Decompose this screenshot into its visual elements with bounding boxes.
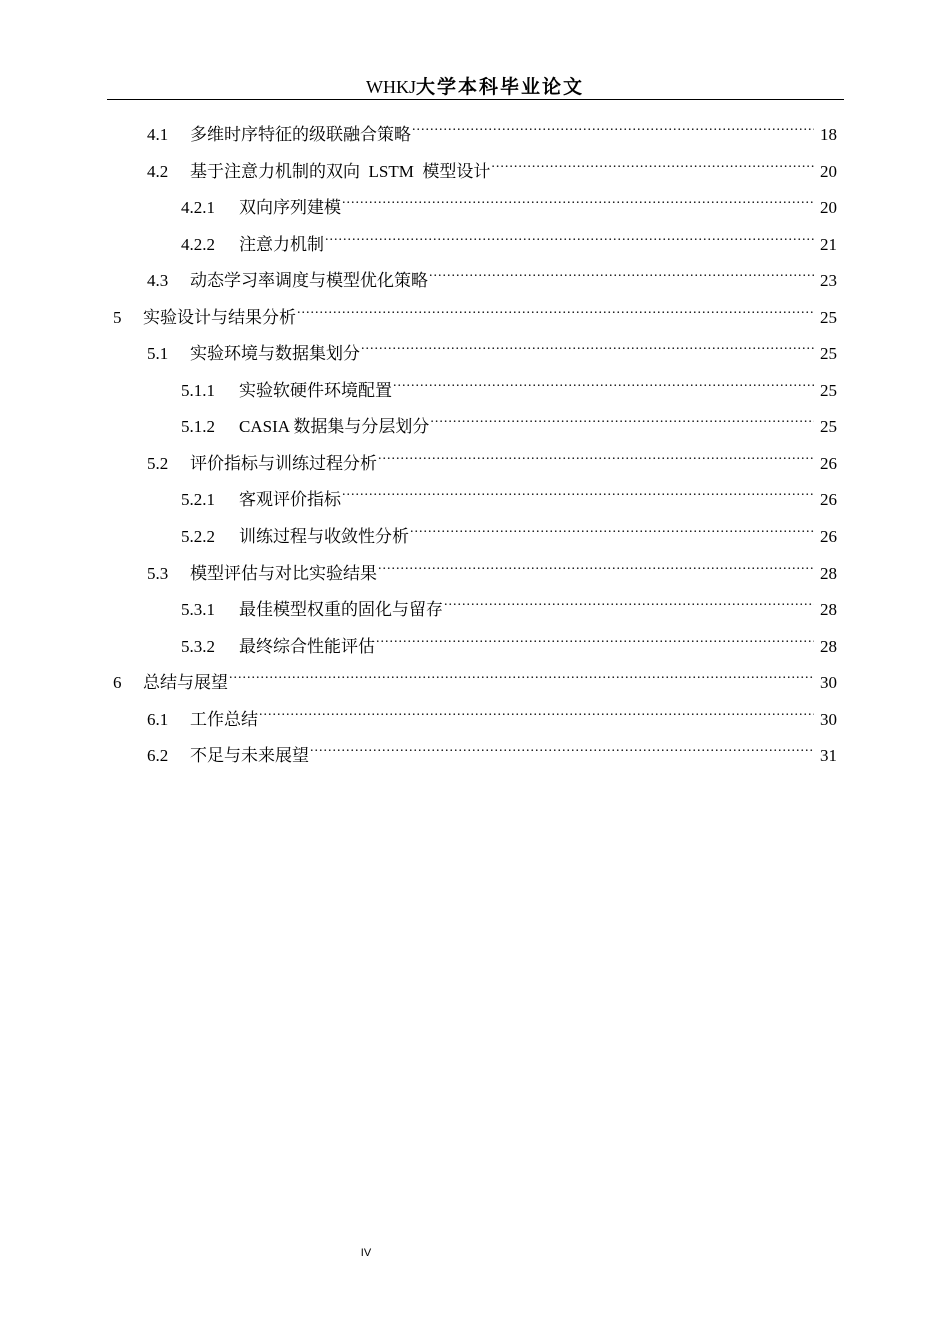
toc-entry[interactable] — [147, 551, 837, 583]
toc-title: 训练过程与收敛性分析 — [239, 527, 409, 546]
toc-page: 20 — [820, 198, 837, 217]
toc-leader — [325, 222, 814, 250]
page-header — [107, 72, 843, 98]
toc-page: 26 — [820, 490, 837, 509]
toc-leader — [310, 733, 814, 761]
toc-entry[interactable] — [181, 404, 837, 436]
toc-number: 5.1.1 — [181, 381, 215, 400]
toc-number: 5.2 — [147, 454, 169, 473]
toc-page: 18 — [820, 125, 837, 144]
toc-leader — [444, 587, 814, 615]
toc-leader — [491, 149, 814, 177]
toc-leader — [410, 514, 814, 542]
toc-title: 多维时序特征的级联融合策略 — [190, 125, 411, 144]
toc-leader — [429, 258, 814, 286]
toc-entry[interactable] — [147, 331, 837, 363]
toc-entry[interactable] — [147, 112, 837, 144]
toc-number: 5.3 — [147, 564, 169, 583]
toc-leader — [393, 368, 814, 396]
toc-page: 28 — [820, 600, 837, 619]
toc-page: 21 — [820, 235, 837, 254]
toc-page: 30 — [820, 710, 837, 729]
toc-title: 动态学习率调度与模型优化策略 — [190, 271, 428, 290]
toc-entry[interactable] — [147, 697, 837, 729]
toc-entry[interactable] — [181, 514, 837, 546]
toc-page: 28 — [820, 564, 837, 583]
toc-title: 实验设计与结果分析 — [143, 308, 296, 327]
toc-leader — [342, 185, 814, 213]
toc-page: 25 — [820, 344, 837, 363]
toc-title: 模型评估与对比实验结果 — [190, 564, 377, 583]
toc-title: 双向序列建模 — [239, 198, 341, 217]
toc-leader — [378, 551, 814, 579]
toc-leader — [229, 660, 814, 688]
toc-entry[interactable] — [181, 587, 837, 619]
toc-title: 评价指标与训练过程分析 — [190, 454, 377, 473]
toc-entry[interactable] — [181, 477, 837, 509]
toc-page: 25 — [820, 381, 837, 400]
toc-leader — [412, 112, 814, 140]
toc-page: 31 — [820, 746, 837, 765]
toc-entry[interactable] — [147, 441, 837, 473]
page-number: IV — [360, 1247, 372, 1259]
toc-leader — [297, 295, 814, 323]
toc-number: 5 — [113, 308, 122, 327]
toc-number: 4.2.1 — [181, 198, 215, 217]
toc-title: 实验环境与数据集划分 — [190, 344, 360, 363]
toc-entry[interactable] — [181, 222, 837, 254]
toc-page: 20 — [820, 162, 837, 181]
header-latin: WHKJ — [365, 77, 416, 97]
toc-title: 客观评价指标 — [239, 490, 341, 509]
toc-page: 28 — [820, 637, 837, 656]
toc-number: 6.2 — [147, 746, 169, 765]
toc-page: 30 — [820, 673, 837, 692]
header-rule — [107, 99, 844, 100]
toc-entry[interactable] — [181, 624, 837, 656]
toc-number: 4.3 — [147, 271, 169, 290]
toc-number: 6 — [113, 673, 122, 692]
toc-leader — [430, 404, 814, 432]
toc-number: 5.3.2 — [181, 637, 215, 656]
toc-leader — [378, 441, 814, 469]
toc-page: 23 — [820, 271, 837, 290]
toc-number: 6.1 — [147, 710, 169, 729]
toc-title: 注意力机制 — [239, 235, 324, 254]
toc-page: 26 — [820, 527, 837, 546]
toc-title: CASIA 数据集与分层划分 — [239, 417, 430, 436]
toc-page: 25 — [820, 417, 837, 436]
toc-title: 最终综合性能评估 — [239, 637, 375, 656]
toc-number: 5.2.1 — [181, 490, 215, 509]
toc-page: 26 — [820, 454, 837, 473]
toc-number: 4.2 — [147, 162, 169, 181]
toc-number: 4.2.2 — [181, 235, 215, 254]
toc-entry[interactable] — [181, 185, 837, 217]
toc-title: 不足与未来展望 — [190, 746, 309, 765]
toc-entry[interactable] — [181, 368, 837, 400]
toc-title: 基于注意力机制的双向 LSTM 模型设计 — [190, 162, 491, 181]
toc-leader — [361, 331, 814, 359]
toc-number: 4.1 — [147, 125, 169, 144]
toc-title: 最佳模型权重的固化与留存 — [239, 600, 443, 619]
toc-entry[interactable] — [113, 295, 837, 327]
toc-entry[interactable] — [147, 258, 837, 290]
toc-entry[interactable] — [113, 660, 837, 692]
toc-title: 实验软硬件环境配置 — [239, 381, 392, 400]
toc-page: 25 — [820, 308, 837, 327]
toc-entry[interactable] — [147, 149, 837, 181]
toc-title: 总结与展望 — [143, 673, 228, 692]
toc-leader — [259, 697, 814, 725]
toc-number: 5.2.2 — [181, 527, 215, 546]
toc-number: 5.1.2 — [181, 417, 215, 436]
toc-leader — [342, 477, 814, 505]
toc-number: 5.1 — [147, 344, 169, 363]
toc-leader — [376, 624, 814, 652]
header-title: 大学本科毕业论文 — [415, 76, 584, 98]
toc-number: 5.3.1 — [181, 600, 215, 619]
toc-title: 工作总结 — [190, 710, 258, 729]
toc-entry[interactable] — [147, 733, 837, 765]
